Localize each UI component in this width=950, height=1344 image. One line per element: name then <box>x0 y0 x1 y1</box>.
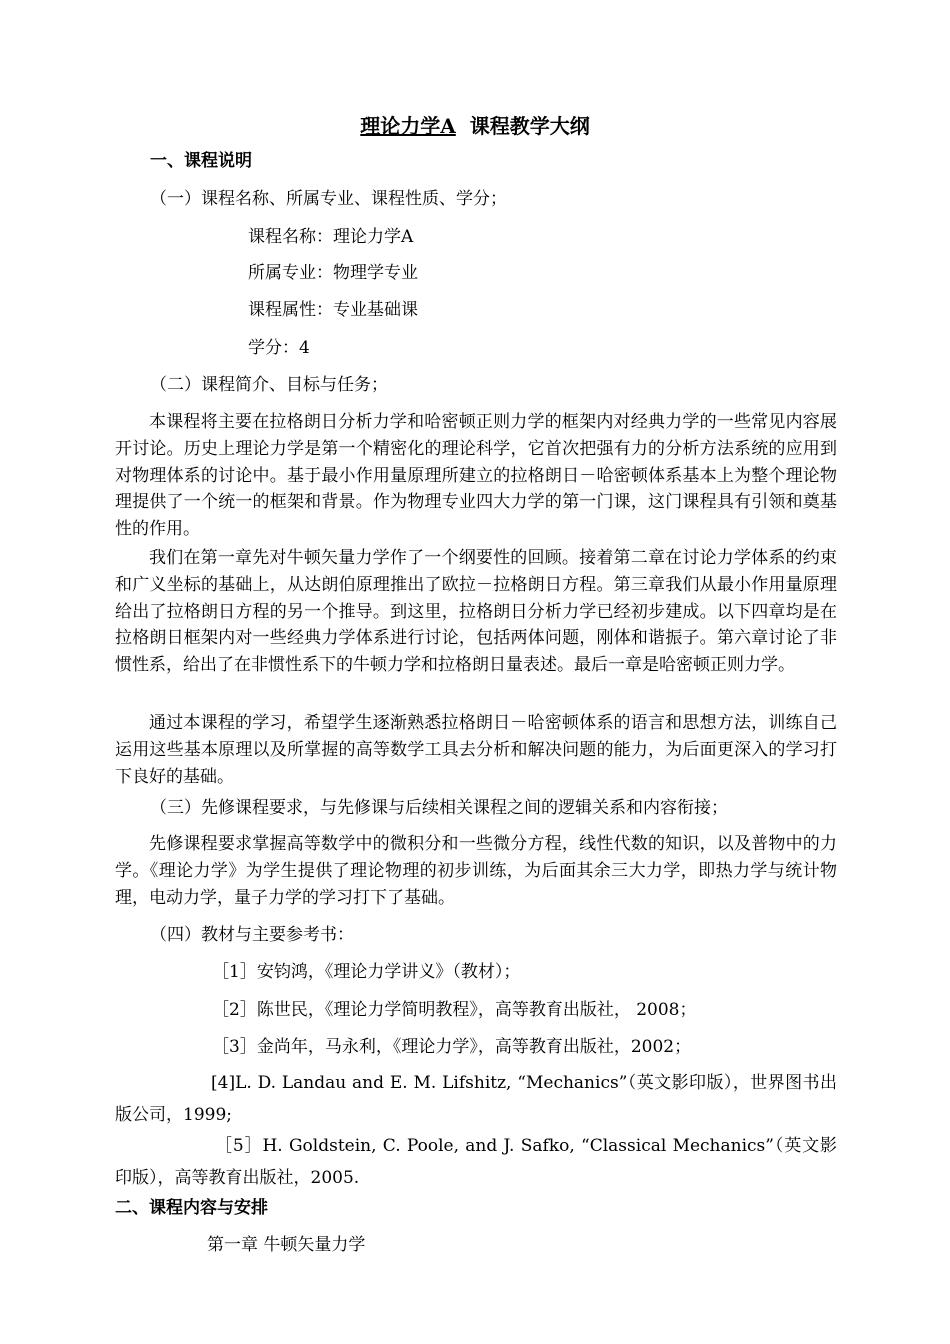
intro-paragraph-1: 本课程将主要在拉格朗日分析力学和哈密顿正则力学的框架内对经典力学的一些常见内容展开讨论。历史上理论力学是第一个精密化的理论科学，它首次把强有力的分析方法系统的应用到对物理体系的讨论中。基于最小作用量原理所建立的拉格朗日－哈密顿体系基本上为整个理论物理提供了一个统一的框架和背景。作为物理专业四大力学的第一门课，这门课程具有引领和奠基性的作用。 <box>115 412 837 540</box>
reference-5: ［5］H. Goldstein, C. Poole, and J. Safko, “Classical Mechanics”（英文影印版），高等教育出版社，2005. <box>115 1136 837 1188</box>
section1-heading: 一、课程说明 <box>150 151 252 171</box>
section2-heading: 二、课程内容与安排 <box>115 1198 268 1218</box>
prereq-paragraph: 先修课程要求掌握高等数学中的微积分和一些微分方程，线性代数的知识，以及普物中的力学。《理论力学》为学生提供了理论物理的初步训练，为后面其余三大力学，即热力学与统计物理，电动力学，量子力学的学习打下了基础。 <box>115 834 837 908</box>
title-suffix: 课程教学大纲 <box>469 114 590 138</box>
intro-paragraph-3: 通过本课程的学习，希望学生逐渐熟悉拉格朗日－哈密顿体系的语言和思想方法，训练自己运用这些基本原理以及所掌握的高等数学工具去分析和解决问题的能力，为后面更深入的学习打下良好的基础。 <box>115 713 837 787</box>
sub3-heading: （三）先修课程要求，与先修课与后续相关课程之间的逻辑关系和内容衔接； <box>150 798 728 818</box>
major-item: 所属专业：物理学专业 <box>248 263 418 283</box>
reference-1: ［1］安钧鸿，《理论力学讲义》（教材）； <box>212 962 521 982</box>
course-type-item: 课程属性：专业基础课 <box>248 300 418 320</box>
intro-paragraph-2: 我们在第一章先对牛顿矢量力学作了一个纲要性的回顾。接着第二章在讨论力学体系的约束和广义坐标的基础上，从达朗伯原理推出了欧拉－拉格朗日方程。第三章我们从最小作用量原理给出了拉格朗日方程的另一个推导。到这里，拉格朗日分析力学已经初步建成。以下四章均是在拉格朗日框架内对一些经典力学体系进行讨论，包括两体问题，刚体和谐振子。第六章讨论了非惯性系，给出了在非惯性系下的牛顿力学和拉格朗日量表述。最后一章是哈密顿正则力学。 <box>115 548 837 676</box>
sub2-heading: （二）课程简介、目标与任务； <box>150 375 388 395</box>
credits-item: 学分：4 <box>248 338 310 358</box>
chapter1-heading: 第一章 牛顿矢量力学 <box>207 1235 366 1255</box>
sub4-heading: （四）教材与主要参考书： <box>150 925 354 945</box>
course-name-item: 课程名称：理论力学A <box>248 227 414 247</box>
sub1-heading: （一）课程名称、所属专业、课程性质、学分； <box>150 189 507 209</box>
reference-3: ［3］金尚年，马永利，《理论力学》，高等教育出版社，2002； <box>212 1037 692 1057</box>
document-title <box>0 108 950 144</box>
reference-4: [4]L. D. Landau and E. M. Lifshitz, “Mechanics”（英文影印版），世界图书出版公司，1999; <box>115 1073 837 1125</box>
reference-2: ［2］陈世民，《理论力学简明教程》，高等教育出版社， 2008； <box>212 1000 697 1020</box>
course-name-underlined: 理论力学A <box>360 114 456 138</box>
